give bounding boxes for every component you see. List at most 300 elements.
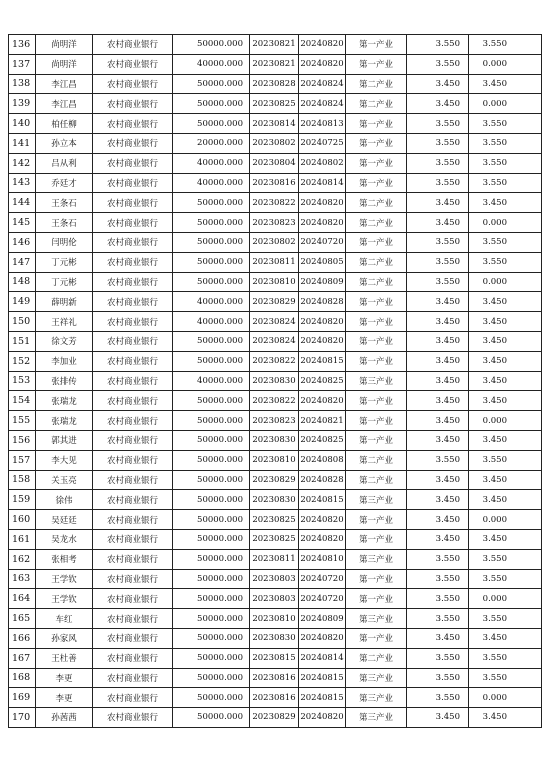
row-number-cell: 156 (9, 430, 36, 450)
start-date-cell: 20230830 (250, 371, 299, 391)
end-date-cell: 20240809 (299, 609, 346, 629)
subsidy-rate-cell: 3.550 (469, 35, 542, 55)
interest-rate-cell: 3.550 (407, 688, 469, 708)
interest-rate-cell: 3.450 (407, 74, 469, 94)
row-number-cell: 158 (9, 470, 36, 490)
bank-name-cell: 农村商业银行 (93, 272, 173, 292)
end-date-cell: 20240820 (299, 35, 346, 55)
borrower-name-cell: 徐文芳 (36, 331, 93, 351)
row-number-cell: 149 (9, 292, 36, 312)
start-date-cell: 20230828 (250, 74, 299, 94)
bank-name-cell: 农村商业银行 (93, 371, 173, 391)
industry-cell: 第一产业 (346, 529, 407, 549)
loan-amount-cell: 20000.000 (173, 133, 250, 153)
bank-name-cell: 农村商业银行 (93, 430, 173, 450)
row-number-cell: 163 (9, 569, 36, 589)
bank-name-cell: 农村商业银行 (93, 490, 173, 510)
bank-name-cell: 农村商业银行 (93, 213, 173, 233)
borrower-name-cell: 李江昌 (36, 94, 93, 114)
bank-name-cell: 农村商业银行 (93, 648, 173, 668)
row-number-cell: 144 (9, 193, 36, 213)
interest-rate-cell: 3.450 (407, 292, 469, 312)
borrower-name-cell: 李大见 (36, 450, 93, 470)
loan-amount-cell: 50000.000 (173, 391, 250, 411)
subsidy-rate-cell: 3.550 (469, 173, 542, 193)
loan-amount-cell: 50000.000 (173, 272, 250, 292)
loan-amount-cell: 40000.000 (173, 173, 250, 193)
bank-name-cell: 农村商业银行 (93, 114, 173, 134)
loan-amount-cell: 50000.000 (173, 450, 250, 470)
loan-amount-cell: 50000.000 (173, 430, 250, 450)
row-number-cell: 162 (9, 549, 36, 569)
subsidy-rate-cell: 3.550 (469, 569, 542, 589)
interest-rate-cell: 3.550 (407, 35, 469, 55)
borrower-name-cell: 郭其进 (36, 430, 93, 450)
loan-amount-cell: 50000.000 (173, 708, 250, 728)
start-date-cell: 20230811 (250, 549, 299, 569)
borrower-name-cell: 孙立本 (36, 133, 93, 153)
bank-name-cell: 农村商业银行 (93, 351, 173, 371)
interest-rate-cell: 3.450 (407, 470, 469, 490)
borrower-name-cell: 薛明新 (36, 292, 93, 312)
start-date-cell: 20230829 (250, 470, 299, 490)
industry-cell: 第三产业 (346, 668, 407, 688)
subsidy-rate-cell: 0.000 (469, 688, 542, 708)
table-row (9, 529, 542, 549)
end-date-cell: 20240725 (299, 133, 346, 153)
end-date-cell: 20240815 (299, 688, 346, 708)
interest-rate-cell: 3.550 (407, 609, 469, 629)
industry-cell: 第一产业 (346, 114, 407, 134)
interest-rate-cell: 3.450 (407, 351, 469, 371)
end-date-cell: 20240820 (299, 391, 346, 411)
end-date-cell: 20240802 (299, 153, 346, 173)
industry-cell: 第三产业 (346, 609, 407, 629)
row-number-cell: 166 (9, 628, 36, 648)
borrower-name-cell: 王条石 (36, 193, 93, 213)
end-date-cell: 20240820 (299, 510, 346, 530)
table-row (9, 133, 542, 153)
interest-rate-cell: 3.450 (407, 411, 469, 431)
subsidy-rate-cell: 3.450 (469, 430, 542, 450)
borrower-name-cell: 李更 (36, 668, 93, 688)
start-date-cell: 20230825 (250, 529, 299, 549)
table-row (9, 371, 542, 391)
end-date-cell: 20240825 (299, 430, 346, 450)
table-row (9, 470, 542, 490)
borrower-name-cell: 尚明洋 (36, 54, 93, 74)
start-date-cell: 20230829 (250, 708, 299, 728)
industry-cell: 第三产业 (346, 708, 407, 728)
end-date-cell: 20240805 (299, 252, 346, 272)
start-date-cell: 20230810 (250, 450, 299, 470)
bank-name-cell: 农村商业银行 (93, 133, 173, 153)
row-number-cell: 139 (9, 94, 36, 114)
table-row (9, 589, 542, 609)
bank-name-cell: 农村商业银行 (93, 470, 173, 490)
table-row (9, 569, 542, 589)
end-date-cell: 20240720 (299, 232, 346, 252)
interest-rate-cell: 3.550 (407, 232, 469, 252)
subsidy-rate-cell: 0.000 (469, 589, 542, 609)
end-date-cell: 20240820 (299, 312, 346, 332)
industry-cell: 第一产业 (346, 331, 407, 351)
end-date-cell: 20240820 (299, 193, 346, 213)
table-row (9, 628, 542, 648)
bank-name-cell: 农村商业银行 (93, 173, 173, 193)
start-date-cell: 20230830 (250, 490, 299, 510)
bank-name-cell: 农村商业银行 (93, 391, 173, 411)
interest-rate-cell: 3.450 (407, 708, 469, 728)
interest-rate-cell: 3.550 (407, 153, 469, 173)
loan-table (8, 34, 542, 728)
start-date-cell: 20230815 (250, 648, 299, 668)
subsidy-rate-cell: 3.550 (469, 133, 542, 153)
industry-cell: 第二产业 (346, 94, 407, 114)
loan-amount-cell: 40000.000 (173, 371, 250, 391)
industry-cell: 第一产业 (346, 510, 407, 530)
subsidy-rate-cell: 3.550 (469, 450, 542, 470)
interest-rate-cell: 3.450 (407, 331, 469, 351)
borrower-name-cell: 丁元彬 (36, 252, 93, 272)
borrower-name-cell: 闫明伦 (36, 232, 93, 252)
end-date-cell: 20240820 (299, 213, 346, 233)
interest-rate-cell: 3.450 (407, 510, 469, 530)
bank-name-cell: 农村商业银行 (93, 54, 173, 74)
subsidy-rate-cell: 0.000 (469, 510, 542, 530)
end-date-cell: 20240808 (299, 450, 346, 470)
bank-name-cell: 农村商业银行 (93, 609, 173, 629)
borrower-name-cell: 吕从利 (36, 153, 93, 173)
bank-name-cell: 农村商业银行 (93, 708, 173, 728)
interest-rate-cell: 3.550 (407, 549, 469, 569)
table-row (9, 668, 542, 688)
start-date-cell: 20230824 (250, 312, 299, 332)
loan-amount-cell: 50000.000 (173, 529, 250, 549)
table-row (9, 193, 542, 213)
interest-rate-cell: 3.450 (407, 371, 469, 391)
borrower-name-cell: 张瑞龙 (36, 411, 93, 431)
bank-name-cell: 农村商业银行 (93, 193, 173, 213)
industry-cell: 第一产业 (346, 35, 407, 55)
loan-amount-cell: 50000.000 (173, 351, 250, 371)
subsidy-rate-cell: 3.450 (469, 312, 542, 332)
row-number-cell: 159 (9, 490, 36, 510)
industry-cell: 第三产业 (346, 371, 407, 391)
end-date-cell: 20240813 (299, 114, 346, 134)
table-row (9, 153, 542, 173)
industry-cell: 第一产业 (346, 430, 407, 450)
start-date-cell: 20230823 (250, 213, 299, 233)
subsidy-rate-cell: 3.550 (469, 232, 542, 252)
bank-name-cell: 农村商业银行 (93, 668, 173, 688)
loan-amount-cell: 50000.000 (173, 510, 250, 530)
borrower-name-cell: 孙茜茜 (36, 708, 93, 728)
loan-amount-cell: 50000.000 (173, 252, 250, 272)
loan-amount-cell: 40000.000 (173, 292, 250, 312)
row-number-cell: 167 (9, 648, 36, 668)
row-number-cell: 137 (9, 54, 36, 74)
subsidy-rate-cell: 3.450 (469, 470, 542, 490)
loan-amount-cell: 40000.000 (173, 54, 250, 74)
table-row (9, 609, 542, 629)
industry-cell: 第一产业 (346, 173, 407, 193)
interest-rate-cell: 3.450 (407, 490, 469, 510)
bank-name-cell: 农村商业银行 (93, 688, 173, 708)
subsidy-rate-cell: 3.450 (469, 391, 542, 411)
interest-rate-cell: 3.550 (407, 589, 469, 609)
subsidy-rate-cell: 3.450 (469, 351, 542, 371)
interest-rate-cell: 3.550 (407, 569, 469, 589)
industry-cell: 第一产业 (346, 133, 407, 153)
industry-cell: 第一产业 (346, 391, 407, 411)
interest-rate-cell: 3.550 (407, 272, 469, 292)
borrower-name-cell: 王学钦 (36, 569, 93, 589)
borrower-name-cell: 孙家风 (36, 628, 93, 648)
interest-rate-cell: 3.450 (407, 430, 469, 450)
subsidy-rate-cell: 3.450 (469, 708, 542, 728)
borrower-name-cell: 徐伟 (36, 490, 93, 510)
table-body (9, 35, 542, 728)
subsidy-rate-cell: 0.000 (469, 94, 542, 114)
row-number-cell: 154 (9, 391, 36, 411)
interest-rate-cell: 3.550 (407, 252, 469, 272)
bank-name-cell: 农村商业银行 (93, 312, 173, 332)
bank-name-cell: 农村商业银行 (93, 74, 173, 94)
industry-cell: 第三产业 (346, 688, 407, 708)
loan-amount-cell: 50000.000 (173, 648, 250, 668)
borrower-name-cell: 王祥礼 (36, 312, 93, 332)
borrower-name-cell: 张排传 (36, 371, 93, 391)
industry-cell: 第一产业 (346, 628, 407, 648)
industry-cell: 第二产业 (346, 74, 407, 94)
end-date-cell: 20240720 (299, 589, 346, 609)
row-number-cell: 150 (9, 312, 36, 332)
bank-name-cell: 农村商业银行 (93, 252, 173, 272)
borrower-name-cell: 吴龙水 (36, 529, 93, 549)
bank-name-cell: 农村商业银行 (93, 628, 173, 648)
row-number-cell: 145 (9, 213, 36, 233)
start-date-cell: 20230811 (250, 252, 299, 272)
end-date-cell: 20240825 (299, 371, 346, 391)
start-date-cell: 20230822 (250, 351, 299, 371)
loan-amount-cell: 50000.000 (173, 549, 250, 569)
start-date-cell: 20230803 (250, 569, 299, 589)
industry-cell: 第二产业 (346, 648, 407, 668)
borrower-name-cell: 柏任柳 (36, 114, 93, 134)
interest-rate-cell: 3.550 (407, 173, 469, 193)
start-date-cell: 20230816 (250, 668, 299, 688)
subsidy-rate-cell: 3.450 (469, 193, 542, 213)
table-row (9, 252, 542, 272)
start-date-cell: 20230830 (250, 628, 299, 648)
industry-cell: 第二产业 (346, 450, 407, 470)
borrower-name-cell: 王条石 (36, 213, 93, 233)
end-date-cell: 20240815 (299, 351, 346, 371)
end-date-cell: 20240820 (299, 628, 346, 648)
loan-amount-cell: 50000.000 (173, 331, 250, 351)
interest-rate-cell: 3.450 (407, 391, 469, 411)
borrower-name-cell: 吴廷廷 (36, 510, 93, 530)
row-number-cell: 136 (9, 35, 36, 55)
row-number-cell: 161 (9, 529, 36, 549)
table-row (9, 292, 542, 312)
start-date-cell: 20230821 (250, 35, 299, 55)
bank-name-cell: 农村商业银行 (93, 510, 173, 530)
table-row (9, 272, 542, 292)
bank-name-cell: 农村商业银行 (93, 450, 173, 470)
row-number-cell: 157 (9, 450, 36, 470)
table-row (9, 74, 542, 94)
subsidy-rate-cell: 3.550 (469, 252, 542, 272)
bank-name-cell: 农村商业银行 (93, 549, 173, 569)
borrower-name-cell: 李更 (36, 688, 93, 708)
subsidy-rate-cell: 3.550 (469, 648, 542, 668)
industry-cell: 第一产业 (346, 411, 407, 431)
industry-cell: 第二产业 (346, 193, 407, 213)
row-number-cell: 164 (9, 589, 36, 609)
row-number-cell: 148 (9, 272, 36, 292)
end-date-cell: 20240814 (299, 648, 346, 668)
row-number-cell: 141 (9, 133, 36, 153)
borrower-name-cell: 关玉亮 (36, 470, 93, 490)
end-date-cell: 20240720 (299, 569, 346, 589)
borrower-name-cell: 王学钦 (36, 589, 93, 609)
row-number-cell: 155 (9, 411, 36, 431)
row-number-cell: 142 (9, 153, 36, 173)
interest-rate-cell: 3.550 (407, 668, 469, 688)
loan-amount-cell: 50000.000 (173, 193, 250, 213)
start-date-cell: 20230825 (250, 510, 299, 530)
table-row (9, 114, 542, 134)
bank-name-cell: 农村商业银行 (93, 589, 173, 609)
start-date-cell: 20230830 (250, 430, 299, 450)
borrower-name-cell: 丁元彬 (36, 272, 93, 292)
start-date-cell: 20230816 (250, 173, 299, 193)
interest-rate-cell: 3.450 (407, 94, 469, 114)
start-date-cell: 20230829 (250, 292, 299, 312)
start-date-cell: 20230821 (250, 54, 299, 74)
subsidy-rate-cell: 3.450 (469, 371, 542, 391)
subsidy-rate-cell: 3.450 (469, 628, 542, 648)
subsidy-rate-cell: 3.550 (469, 609, 542, 629)
bank-name-cell: 农村商业银行 (93, 569, 173, 589)
row-number-cell: 165 (9, 609, 36, 629)
loan-amount-cell: 50000.000 (173, 232, 250, 252)
table-row (9, 312, 542, 332)
subsidy-rate-cell: 3.450 (469, 490, 542, 510)
table-row (9, 549, 542, 569)
start-date-cell: 20230802 (250, 133, 299, 153)
loan-amount-cell: 50000.000 (173, 470, 250, 490)
table-row (9, 490, 542, 510)
bank-name-cell: 农村商业银行 (93, 232, 173, 252)
loan-amount-cell: 50000.000 (173, 688, 250, 708)
start-date-cell: 20230822 (250, 193, 299, 213)
industry-cell: 第一产业 (346, 153, 407, 173)
row-number-cell: 147 (9, 252, 36, 272)
interest-rate-cell: 3.550 (407, 114, 469, 134)
industry-cell: 第一产业 (346, 292, 407, 312)
row-number-cell: 153 (9, 371, 36, 391)
borrower-name-cell: 李江昌 (36, 74, 93, 94)
row-number-cell: 151 (9, 331, 36, 351)
loan-amount-cell: 50000.000 (173, 94, 250, 114)
row-number-cell: 146 (9, 232, 36, 252)
loan-amount-cell: 50000.000 (173, 35, 250, 55)
interest-rate-cell: 3.550 (407, 450, 469, 470)
loan-amount-cell: 50000.000 (173, 490, 250, 510)
table-row (9, 54, 542, 74)
borrower-name-cell: 张相考 (36, 549, 93, 569)
loan-amount-cell: 50000.000 (173, 569, 250, 589)
row-number-cell: 143 (9, 173, 36, 193)
end-date-cell: 20240824 (299, 74, 346, 94)
start-date-cell: 20230802 (250, 232, 299, 252)
borrower-name-cell: 车红 (36, 609, 93, 629)
industry-cell: 第二产业 (346, 470, 407, 490)
table-row (9, 94, 542, 114)
interest-rate-cell: 3.550 (407, 133, 469, 153)
row-number-cell: 138 (9, 74, 36, 94)
subsidy-rate-cell: 3.450 (469, 529, 542, 549)
subsidy-rate-cell: 3.450 (469, 74, 542, 94)
table-row (9, 173, 542, 193)
table-row (9, 688, 542, 708)
loan-amount-cell: 50000.000 (173, 213, 250, 233)
table-row (9, 213, 542, 233)
interest-rate-cell: 3.550 (407, 54, 469, 74)
table-row (9, 351, 542, 371)
start-date-cell: 20230824 (250, 331, 299, 351)
end-date-cell: 20240828 (299, 292, 346, 312)
end-date-cell: 20240821 (299, 411, 346, 431)
bank-name-cell: 农村商业银行 (93, 292, 173, 312)
end-date-cell: 20240815 (299, 668, 346, 688)
loan-amount-cell: 40000.000 (173, 312, 250, 332)
industry-cell: 第二产业 (346, 252, 407, 272)
table-row (9, 411, 542, 431)
industry-cell: 第一产业 (346, 232, 407, 252)
table-row (9, 648, 542, 668)
subsidy-rate-cell: 3.550 (469, 153, 542, 173)
start-date-cell: 20230810 (250, 609, 299, 629)
start-date-cell: 20230825 (250, 94, 299, 114)
end-date-cell: 20240820 (299, 708, 346, 728)
industry-cell: 第三产业 (346, 549, 407, 569)
borrower-name-cell: 王杜善 (36, 648, 93, 668)
row-number-cell: 168 (9, 668, 36, 688)
table-row (9, 331, 542, 351)
subsidy-rate-cell: 3.450 (469, 292, 542, 312)
end-date-cell: 20240824 (299, 94, 346, 114)
industry-cell: 第三产业 (346, 490, 407, 510)
borrower-name-cell: 李加业 (36, 351, 93, 371)
table-row (9, 510, 542, 530)
start-date-cell: 20230816 (250, 688, 299, 708)
loan-amount-cell: 50000.000 (173, 628, 250, 648)
end-date-cell: 20240809 (299, 272, 346, 292)
bank-name-cell: 农村商业银行 (93, 331, 173, 351)
start-date-cell: 20230804 (250, 153, 299, 173)
table-row (9, 708, 542, 728)
borrower-name-cell: 乔廷才 (36, 173, 93, 193)
industry-cell: 第一产业 (346, 569, 407, 589)
start-date-cell: 20230822 (250, 391, 299, 411)
industry-cell: 第一产业 (346, 54, 407, 74)
bank-name-cell: 农村商业银行 (93, 529, 173, 549)
loan-amount-cell: 50000.000 (173, 668, 250, 688)
